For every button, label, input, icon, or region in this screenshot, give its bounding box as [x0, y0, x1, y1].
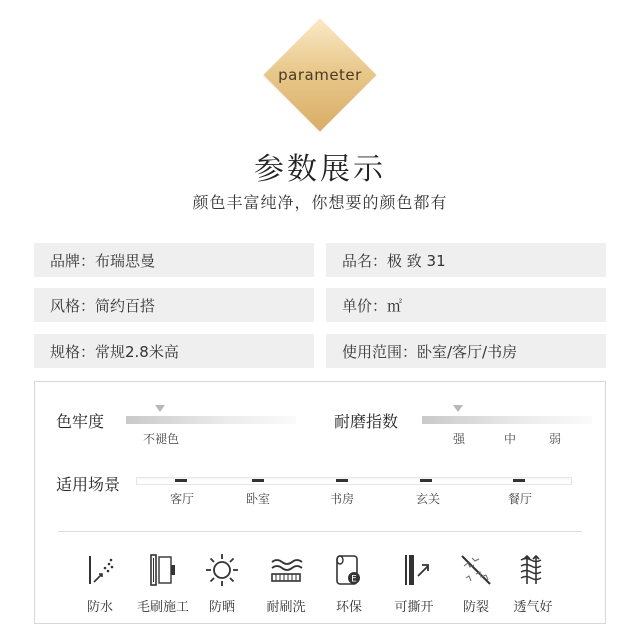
crack-resistant-icon: [458, 552, 494, 588]
feature-waterproof: [70, 548, 130, 614]
feature-label: 透气好: [513, 600, 553, 615]
parameter-badge: [263, 18, 377, 132]
scene-item: 玄关: [416, 492, 441, 506]
feature-scrub: [256, 548, 316, 614]
peelable-icon: [396, 552, 432, 588]
feature-label: 环保: [335, 600, 362, 615]
scene-item: 餐厅: [508, 492, 533, 506]
feature-label: 防水: [86, 600, 113, 615]
colorfastness-marker-icon: [155, 405, 165, 412]
spec-product-name: 品名：极 致 31: [326, 243, 606, 277]
feature-label: 耐刷洗: [266, 600, 306, 615]
scene-item: 书房: [330, 492, 355, 506]
spec-usage: 使用范围：卧室/客厅/书房: [326, 334, 606, 368]
spec-style: 风格：简约百搭: [34, 288, 314, 322]
abrasion-bar: [422, 416, 592, 424]
feature-eco: [319, 548, 379, 614]
eco-roll-icon: [331, 552, 367, 588]
brush-construction-icon: [145, 552, 181, 588]
spec-size: 规格：常规2.8米高: [34, 334, 314, 368]
page-title: 参数展示: [254, 152, 386, 187]
scene-item: 卧室: [246, 492, 271, 506]
feature-label: 防裂: [462, 600, 489, 615]
feature-label: 防晒: [208, 600, 235, 615]
scene-marker-icon: [175, 479, 187, 482]
feature-label: 毛刷施工: [136, 600, 189, 615]
sun-icon: [204, 552, 240, 588]
scene-marker-icon: [513, 479, 525, 482]
divider: [58, 531, 582, 532]
abrasion-marker-icon: [453, 405, 463, 412]
scenes-bar: [136, 477, 572, 485]
scene-item: 客厅: [170, 492, 195, 506]
svg-text:E: E: [351, 574, 357, 585]
page-subtitle: 颜色丰富纯净，你想要的颜色都有: [192, 193, 448, 212]
abrasion-level-weak: 弱: [549, 432, 562, 446]
spec-brand: 品牌：布瑞思曼: [34, 243, 314, 277]
scenes-label: 适用场景: [56, 475, 121, 494]
abrasion-level-strong: 强: [453, 432, 466, 446]
feature-peelable: [384, 548, 444, 614]
feature-label: 可撕开: [394, 600, 434, 615]
abrasion-level-medium: 中: [504, 432, 517, 446]
parameter-badge-label: parameter: [278, 66, 362, 84]
colorfastness-label: 色牢度: [56, 412, 105, 431]
feature-breathable: [503, 548, 563, 614]
waterproof-icon: [82, 552, 118, 588]
breathable-icon: [515, 552, 551, 588]
colorfastness-value: 不褪色: [143, 432, 180, 446]
scene-marker-icon: [336, 479, 348, 482]
scene-marker-icon: [420, 479, 432, 482]
feature-sun: [192, 548, 252, 614]
spec-unit-price: 单价：㎡: [326, 288, 606, 322]
scene-marker-icon: [252, 479, 264, 482]
abrasion-label: 耐磨指数: [334, 412, 399, 431]
scrub-wash-icon: [268, 552, 304, 588]
colorfastness-bar: [126, 416, 296, 424]
